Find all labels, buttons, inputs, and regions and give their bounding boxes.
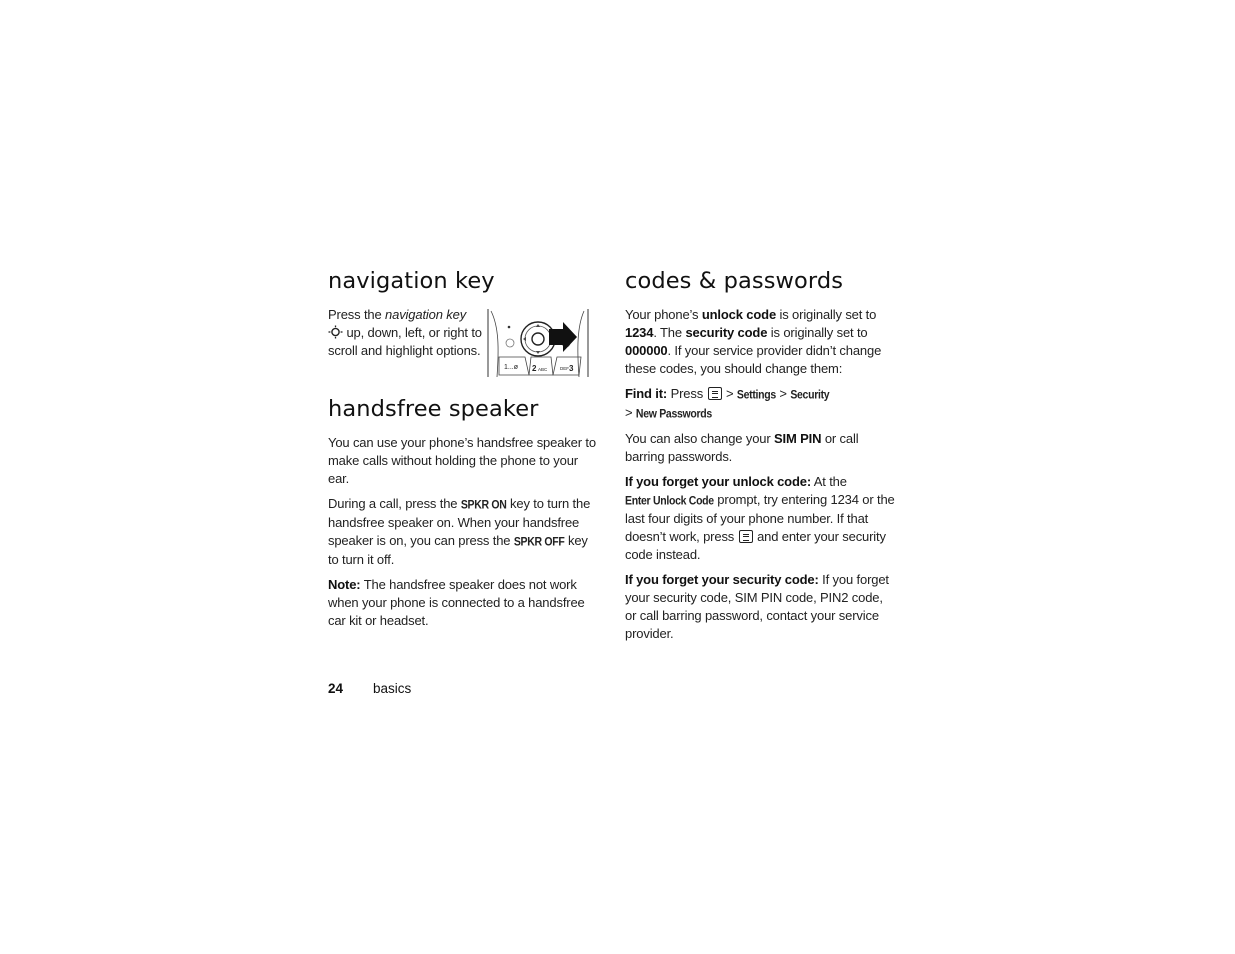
navigation-key-section [328, 306, 598, 382]
codes-paragraph-1: Your phone’s unlock code is originally set to 1234. The security code is originally set to 000000. If your service provider didn’t change these codes, you should change them: [625, 307, 882, 376]
handsfree-speaker-paragraph-1: You can use your phone’s handsfree speaker to make calls without holding the phone to your ear. [328, 435, 596, 486]
menu-key-icon [708, 387, 722, 400]
enter-unlock-code-prompt: Enter Unlock Code [625, 494, 714, 508]
codes-passwords-heading: codes & passwords [625, 268, 844, 294]
svg-text:2: 2 [532, 364, 537, 373]
note-label: Note: [328, 577, 361, 592]
svg-text:1...ø: 1...ø [504, 364, 519, 371]
forgot-security-code-paragraph: If you forget your security code: If you forget your security code, SIM PIN code, PIN2 code, or call barring password, contact your service provider. [625, 572, 889, 641]
handsfree-speaker-note: Note: The handsfree speaker does not work when your phone is connected to a handsfree car kit or headset. [328, 577, 585, 628]
menu-key-icon [739, 530, 753, 543]
menu-security: Security [790, 388, 830, 402]
spkr-on-key-label: SPKR ON [460, 498, 507, 512]
left-column [328, 266, 598, 637]
codes-paragraph-3: You can also change your SIM PIN or call barring passwords. [625, 431, 859, 464]
page-number: 24 [328, 681, 344, 696]
menu-settings: Settings [736, 388, 776, 402]
forgot-unlock-code-paragraph: If you forget your unlock code: At the Enter Unlock Code prompt, try entering 1234 or the last four digits of your phone number. If that doesn’t work, press and enter your security code instead. [625, 474, 895, 562]
handsfree-speaker-heading: handsfree speaker [328, 396, 539, 422]
find-it-path: Find it: Press > Settings > Security > New Passwords [625, 385, 897, 423]
navigation-key-icon [328, 325, 343, 339]
right-column [625, 266, 897, 650]
section-name: basics [373, 681, 412, 696]
menu-new-passwords: New Passwords [635, 407, 712, 421]
navigation-key-paragraph: Press the navigation key up, down, left, or right to scroll and highlight options. [328, 307, 482, 358]
svg-text:ABC: ABC [538, 367, 548, 372]
phone-keypad-navigation-key-illustration [487, 309, 591, 379]
handsfree-speaker-paragraph-2: During a call, press the SPKR ON key to turn the handsfree speaker on. When your handsfree speaker is on, you can press the SPKR OFF key to turn it off. [328, 496, 591, 567]
svg-text:DEF: DEF [560, 366, 569, 371]
navigation-key-heading: navigation key [328, 268, 495, 294]
page-footer [328, 680, 412, 698]
svg-text:3: 3 [569, 364, 574, 373]
spkr-off-key-label: SPKR OFF [513, 535, 565, 549]
